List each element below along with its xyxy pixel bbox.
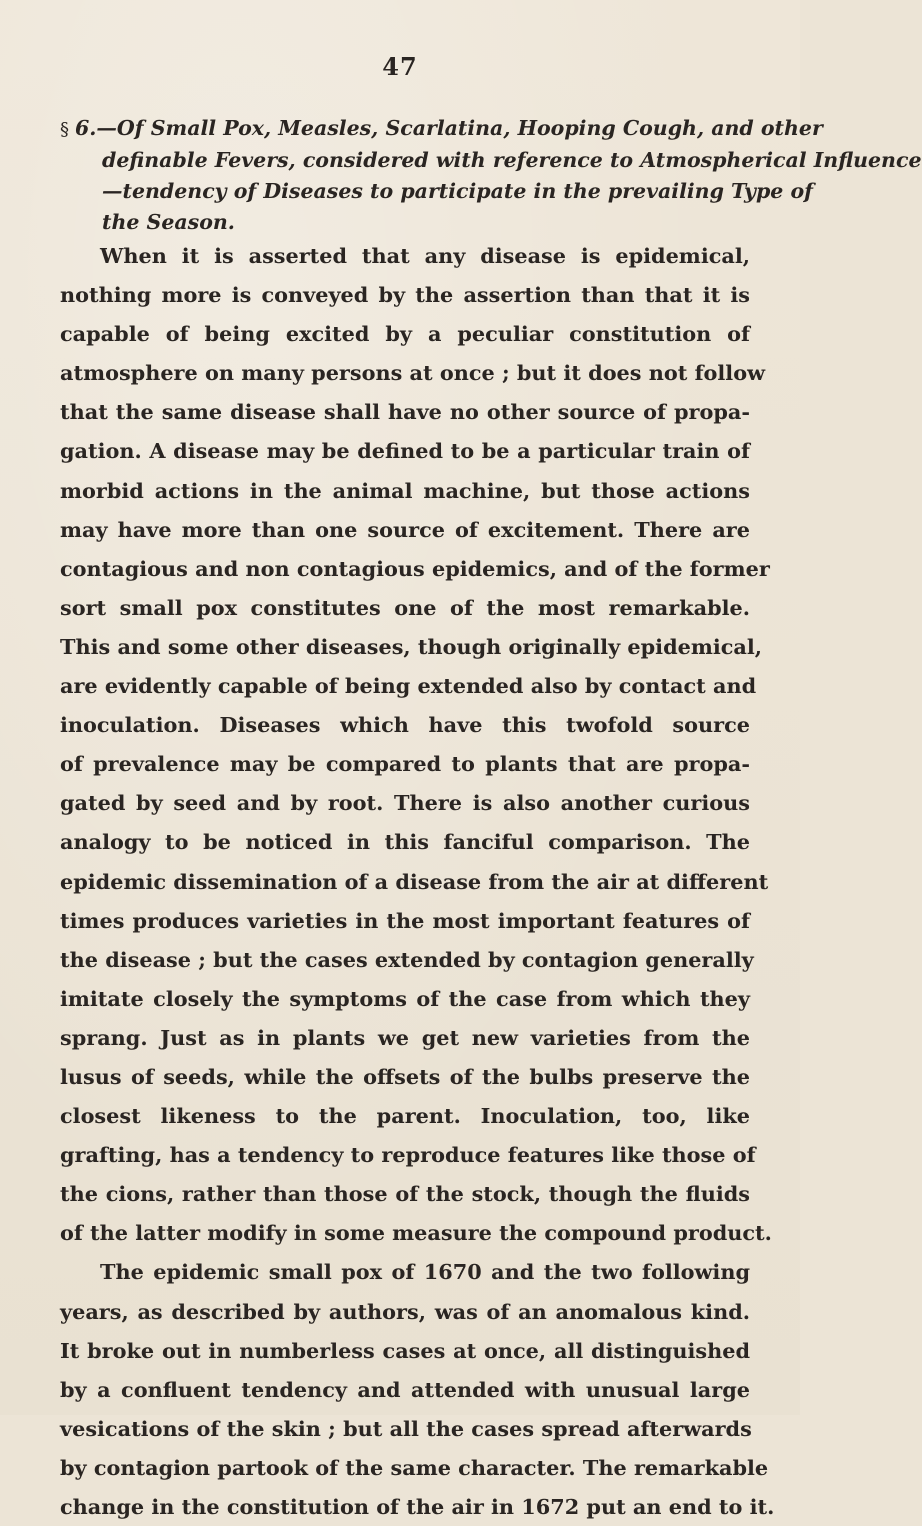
text-line: of prevalence may be compared to plants that are propa- [60, 751, 750, 777]
text-line: The epidemic small pox of 1670 and the two following [100, 1259, 750, 1285]
section-heading [60, 113, 922, 238]
text-line: imitate closely the symptoms of the case from which they [60, 985, 750, 1011]
text-line: contagious and non contagious epidemics, and of the former [60, 555, 770, 581]
text-line: lusus of seeds, while the offsets of the bulbs preserve the [60, 1063, 750, 1089]
text-line: by a confluent tendency and attended with unusual large [60, 1376, 750, 1402]
text-line: the cions, rather than those of the stock, though the fluids [60, 1181, 750, 1207]
text-line: This and some other diseases, though originally epidemical, [60, 633, 763, 659]
heading-line: the Season. [102, 210, 235, 234]
heading-line: § 6.—Of Small Pox, Measles, Scarlatina, Hooping Cough, and other [60, 116, 823, 140]
text-line: sort small pox constitutes one of the most remarkable. [60, 594, 750, 620]
text-line: atmosphere on many persons at once ; but it does not follow [60, 360, 765, 386]
section-marker: § [60, 119, 69, 140]
body-text [60, 236, 775, 1526]
text-line: by contagion partook of the same character. The remarkable [60, 1454, 769, 1480]
text-line: vesications of the skin ; but all the cases spread afterwards [60, 1415, 752, 1441]
text-line: times produces varieties in the most important features of [60, 907, 750, 933]
text-line: the disease ; but the cases extended by contagion generally [60, 946, 754, 972]
text-line: inoculation. Diseases which have this twofold source [60, 712, 750, 738]
heading-line: —tendency of Diseases to participate in the prevailing Type of [102, 179, 813, 203]
text-line: of the latter modify in some measure the compound product. [60, 1220, 772, 1246]
text-line: gation. A disease may be defined to be a particular train of [60, 438, 750, 464]
text-line: are evidently capable of being extended also by contact and [60, 673, 757, 699]
text-line: capable of being excited by a peculiar constitution of [60, 321, 750, 347]
text-line: It broke out in numberless cases at once, all distinguished [60, 1337, 750, 1363]
text-line: analogy to be noticed in this fanciful comparison. The [60, 829, 750, 855]
text-line: closest likeness to the parent. Inoculation, too, like [60, 1103, 750, 1129]
text-line: sprang. Just as in plants we get new varieties from the [60, 1024, 750, 1050]
text-line: morbid actions in the animal machine, but those actions [60, 477, 750, 503]
text-line: When it is asserted that any disease is epidemical, [100, 243, 750, 268]
text-line: change in the constitution of the air in 1672 put an end to it. [60, 1494, 775, 1519]
text-line: may have more than one source of excitement. There are [60, 516, 750, 542]
text-line: epidemic dissemination of a disease from the air at different [60, 868, 769, 894]
text-line: grafting, has a tendency to reproduce features like those of [60, 1142, 756, 1168]
heading-line: definable Fevers, considered with reference to Atmospherical Influence [102, 148, 922, 172]
text-line: years, as described by authors, was of an anomalous kind. [60, 1298, 750, 1324]
text-line: that the same disease shall have no other source of propa- [60, 399, 750, 425]
page-number: 47 [382, 52, 418, 81]
text-line: nothing more is conveyed by the assertion than that it is [60, 282, 750, 308]
text-line: gated by seed and by root. There is also another curious [60, 790, 750, 816]
